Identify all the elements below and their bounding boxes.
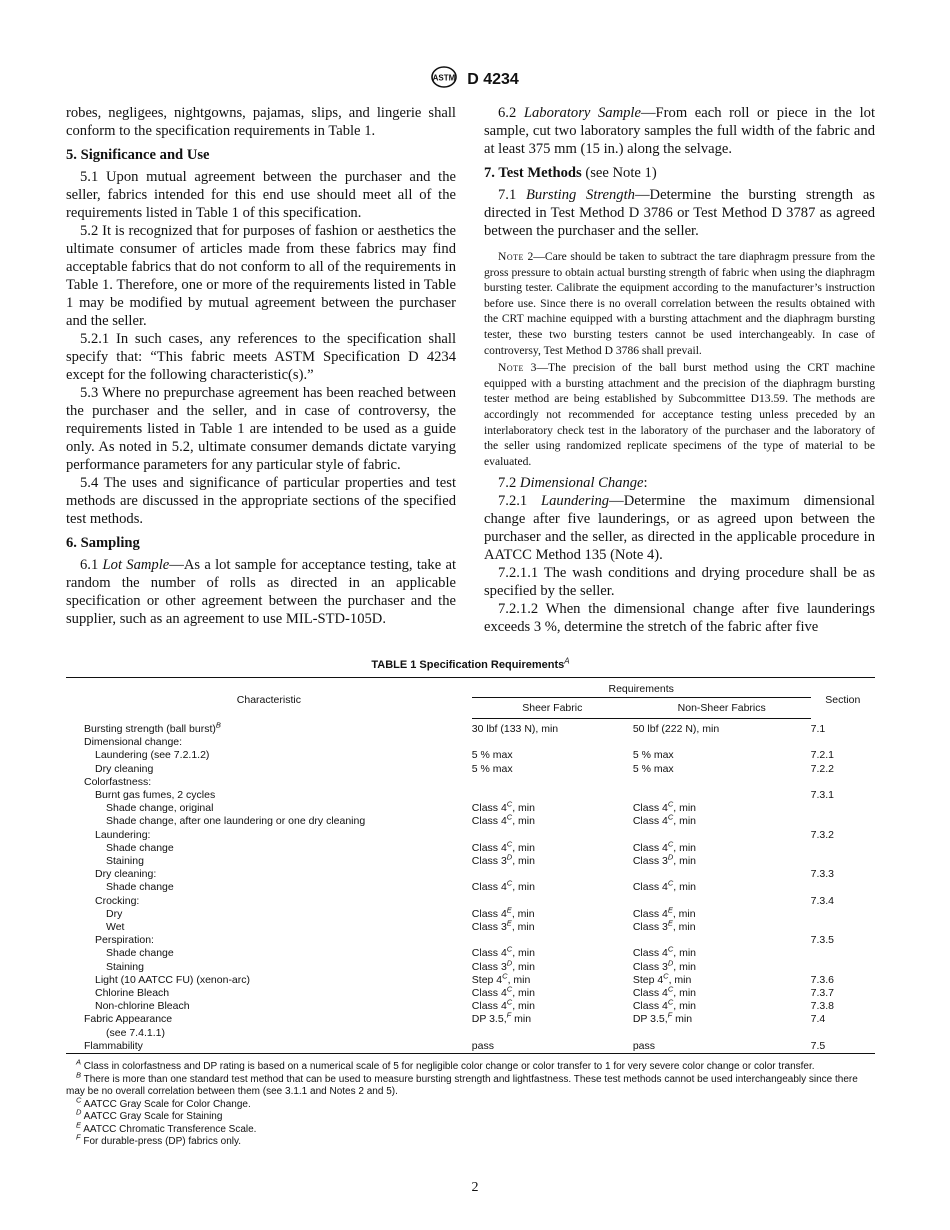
- table-row: [66, 987, 875, 1000]
- page-header: [0, 66, 950, 93]
- cell-characteristic: Staining: [106, 960, 144, 973]
- section-7-heading: 7. Test Methods (see Note 1): [484, 165, 657, 181]
- cell-sheer: [472, 829, 633, 842]
- table-row: [66, 895, 875, 908]
- cell-sheer: [472, 868, 633, 881]
- cell-nonsheer: [633, 1027, 811, 1040]
- cell-characteristic: Colorfastness:: [84, 775, 152, 788]
- cell-characteristic: Non-chlorine Bleach: [95, 1000, 190, 1013]
- note-3: Note 3—The precision of the ball burst method using the CRT machine equipped with a bursting attachment and the precision of the diaphragm bursting tester method are being established by Subcommittee D13.59. The methods are accordingly not recommended for acceptance testing unless preceded by an interlaboratory check test in the laboratory of the purchaser and the laboratory of the seller using randomized replicate specimens of the type of material to be evaluated.: [484, 361, 875, 468]
- cell-nonsheer: Class $3^D$, min: [632, 852, 697, 868]
- cell-nonsheer: Class $4^E$, min: [632, 905, 696, 920]
- para-5-2-1: 5.2.1 In such cases, any references to the specification shall specify that: “This fabric meets ASTM Specification D 4234 except for the following characteristic(s).”: [66, 331, 456, 383]
- cell-section: [811, 1027, 875, 1040]
- cell-characteristic: Shade change, original: [106, 802, 214, 815]
- cell-sheer: [472, 736, 633, 749]
- cell-characteristic: Crocking:: [95, 894, 140, 907]
- cell-sheer: Class $4^C$, min: [471, 799, 535, 815]
- cell-sheer: DP 3.5,$^F$ min: [471, 1010, 532, 1026]
- cell-nonsheer: 50 lbf (222 N), min: [632, 723, 720, 735]
- cell-nonsheer: 5 % max: [632, 749, 674, 762]
- cell-section: [811, 815, 875, 828]
- table-body: [66, 719, 875, 1054]
- table-row: [66, 1040, 875, 1054]
- cell-section: 7.1: [810, 722, 826, 735]
- table-row: [66, 855, 875, 868]
- astm-logo-icon: [431, 66, 457, 93]
- cell-sheer: Class $4^C$, min: [471, 812, 535, 828]
- col-requirements: Requirements: [472, 678, 811, 698]
- cell-nonsheer: [633, 789, 811, 802]
- col-characteristic: Characteristic: [236, 693, 301, 706]
- footnote: $^C$ AATCC Gray Scale for Color Change.: [76, 1095, 251, 1110]
- cell-nonsheer: Class $4^C$, min: [632, 997, 697, 1013]
- para-5-1: 5.1 Upon mutual agreement between the purchaser and the seller, fabrics intended for this end use should meet all of the requirements listed in Table 1 of this specification.: [66, 169, 456, 221]
- cell-sheer: pass: [471, 1039, 494, 1052]
- table-row: [66, 763, 875, 776]
- cell-section: 7.3.7: [810, 987, 834, 1000]
- table-row: [66, 1027, 875, 1040]
- cell-nonsheer: 5 % max: [632, 762, 674, 775]
- cell-characteristic: Laundering (see 7.2.1.2): [95, 749, 210, 762]
- table-row: [66, 802, 875, 815]
- cell-sheer: Class $4^C$, min: [471, 878, 535, 894]
- cell-section: [811, 776, 875, 789]
- para-7-2: 7.2 Dimensional Change:: [498, 475, 648, 492]
- cell-characteristic: Laundering:: [95, 828, 151, 841]
- cell-sheer: Class $4^E$, min: [471, 905, 535, 920]
- cell-section: 7.4: [810, 1013, 826, 1026]
- cell-characteristic: Shade change: [106, 881, 174, 894]
- cell-sheer: [472, 895, 633, 908]
- cell-characteristic: Shade change, after one laundering or one dry cleaning: [106, 815, 366, 828]
- footnote: $^B$ There is more than one standard test method that can be used to measure bursting strength and lightfastness. These test methods cannot be used interchangeably since there may be no overall correlation between them (see 3.1.1 and Notes 2 and 5).: [66, 1070, 858, 1097]
- table-row: [66, 815, 875, 828]
- cell-sheer: Class $4^C$, min: [471, 984, 535, 1000]
- cell-nonsheer: Class $4^C$, min: [632, 799, 697, 815]
- cell-section: 7.3.8: [810, 1000, 834, 1013]
- cell-nonsheer: [633, 895, 811, 908]
- cell-sheer: Step $4^C$, min: [471, 971, 531, 986]
- para-7-2-1-2: 7.2.1.2 When the dimensional change after five launderings exceeds 3 %, determine the stretch of the fabric after five: [484, 601, 875, 636]
- para-5-4: 5.4 The uses and significance of particular properties and test methods are discussed in the appropriate sections of the specified test methods.: [66, 475, 456, 527]
- cell-characteristic: Dry cleaning:: [95, 868, 157, 881]
- cell-sheer: 30 lbf (133 N), min: [471, 723, 559, 735]
- footnote: $^A$ Class in colorfastness and DP rating is based on a numerical scale of 5 for negligible color change or color transfer to 1 for very severe color change or color transfer.: [76, 1057, 815, 1072]
- table-row: [66, 789, 875, 802]
- table-row: [66, 868, 875, 881]
- cell-characteristic: Staining: [106, 855, 144, 868]
- para-7-2-1-1: 7.2.1.1 The wash conditions and drying procedure shall be as specified by the seller.: [484, 565, 875, 600]
- table-title: TABLE 1 Specification Requirements$^A$: [371, 656, 570, 671]
- col-section: Section: [825, 693, 861, 706]
- cell-characteristic: Fabric Appearance: [84, 1013, 173, 1026]
- cell-sheer: Class $4^C$, min: [471, 944, 535, 960]
- table-row: [66, 947, 875, 960]
- cell-characteristic: Dimensional change:: [84, 736, 183, 749]
- table-row: [66, 1013, 875, 1026]
- cell-sheer: 5 % max: [471, 749, 513, 762]
- cell-sheer: [472, 776, 633, 789]
- cell-characteristic: Perspiration:: [95, 934, 154, 947]
- cell-section: 7.3.2: [810, 828, 834, 841]
- cell-characteristic: Bursting strength (ball burst)$^B$: [84, 720, 221, 735]
- cell-section: [811, 842, 875, 855]
- cell-nonsheer: [633, 934, 811, 947]
- table-row: [66, 719, 875, 737]
- para-5-2: 5.2 It is recognized that for purposes of fashion or aesthetics the ultimate consumer of articles made from these fabrics may find acceptable fabrics that do not conform to all of the requirements in Table 1. Therefore, one or more of the requirements listed in Table 1 may be modified by mutual agreement between the purchaser and the seller.: [66, 223, 456, 329]
- cell-characteristic: Burnt gas fumes, 2 cycles: [95, 789, 216, 802]
- cell-section: 7.2.2: [810, 762, 834, 775]
- cell-section: 7.3.1: [810, 789, 834, 802]
- cell-section: 7.3.3: [810, 868, 834, 881]
- table-row: [66, 974, 875, 987]
- table-row: [66, 829, 875, 842]
- para-6-2: 6.2 Laboratory Sample—From each roll or piece in the lot sample, cut two laboratory samples the full width of the fabric and at least 375 mm (15 in.) along the selvage.: [484, 105, 876, 157]
- cell-section: [811, 947, 875, 960]
- col-sheer: Sheer Fabric: [472, 698, 633, 719]
- table-row: [66, 842, 875, 855]
- cell-nonsheer: Class $4^C$, min: [632, 812, 697, 828]
- cell-section: [811, 921, 875, 934]
- cell-nonsheer: Class $4^C$, min: [632, 839, 697, 854]
- cell-sheer: [472, 934, 633, 947]
- cell-nonsheer: Class $4^C$, min: [632, 878, 697, 894]
- cell-nonsheer: Class $4^C$, min: [632, 944, 697, 960]
- cell-section: [811, 736, 875, 749]
- cell-sheer: [472, 789, 633, 802]
- cell-characteristic: Dry: [106, 907, 123, 920]
- right-column: [484, 104, 875, 636]
- section-6-heading: 6. Sampling: [66, 535, 140, 551]
- cell-nonsheer: Class $3^D$, min: [632, 958, 697, 973]
- table-row: [66, 934, 875, 947]
- cell-characteristic: Shade change: [106, 841, 174, 854]
- cell-section: [811, 881, 875, 894]
- table-row: [66, 749, 875, 762]
- note-2: Note 2—Care should be taken to subtract the tare diaphragm pressure from the gross pressure to obtain actual bursting strength of fabric when using the diaphragm bursting tester. Calibrate the equipment according to the manufacturer’s instruction before use. Since there is no overall correlation between the results obtained with the CRT machine equipped with a bursting attachment and the diaphragm bursting tester, these two bursting testers cannot be used interchangeably. In case of controversy, Test Method D 3786 shall prevail.: [484, 250, 875, 357]
- cell-section: [811, 961, 875, 974]
- table-row: [66, 776, 875, 789]
- cell-nonsheer: [633, 829, 811, 842]
- table-row: [66, 908, 875, 921]
- cell-section: 7.3.6: [810, 973, 834, 986]
- cell-nonsheer: Class $3^E$, min: [632, 918, 696, 934]
- cell-section: [811, 855, 875, 868]
- footnote: $^D$ AATCC Gray Scale for Staining: [76, 1107, 223, 1122]
- cell-nonsheer: pass: [632, 1039, 655, 1052]
- cell-characteristic: (see 7.4.1.1): [106, 1026, 165, 1039]
- designation: D 4234: [467, 70, 519, 88]
- specification-table: [66, 656, 875, 1054]
- cell-characteristic: Chlorine Bleach: [95, 987, 170, 1000]
- cell-sheer: Class $4^C$, min: [471, 839, 535, 854]
- para-6-1: 6.1 Lot Sample—As a lot sample for acceptance testing, take at random the number of rolls as directed in an applicable specification or other agreement between the purchaser and the supplier, such as an agreement to use MIL-STD-105D.: [66, 557, 456, 627]
- section-5-heading: 5. Significance and Use: [66, 147, 210, 163]
- cell-section: 7.2.1: [810, 749, 834, 762]
- col-nonsheer: Non-Sheer Fabrics: [633, 698, 811, 719]
- cell-sheer: 5 % max: [471, 762, 513, 775]
- page-number: 2: [471, 1180, 479, 1195]
- cell-nonsheer: [633, 868, 811, 881]
- svg-text:ASTM: ASTM: [432, 73, 456, 83]
- cell-nonsheer: DP 3.5,$^F$ min: [632, 1010, 693, 1026]
- intro-paragraph: robes, negligees, nightgowns, pajamas, slips, and lingerie shall conform to the specification requirements in Table 1.: [66, 105, 456, 139]
- cell-sheer: Class $3^E$, min: [471, 918, 535, 934]
- cell-nonsheer: [633, 776, 811, 789]
- cell-characteristic: Wet: [106, 921, 125, 934]
- cell-nonsheer: Class $4^C$, min: [632, 984, 697, 1000]
- cell-sheer: Class $3^D$, min: [471, 958, 535, 973]
- para-5-3: 5.3 Where no prepurchase agreement has been reached between the purchaser and the seller, and in case of controversy, the requirements listed in Table 1 are intended to be used as a guide only. As noted in 5.2, ultimate consumer demands dictate varying performance parameters for any particular style of fabric.: [66, 385, 456, 473]
- cell-nonsheer: [633, 736, 811, 749]
- table-footnotes: [66, 1057, 875, 1149]
- left-column: [66, 104, 456, 628]
- cell-sheer: Class $3^D$, min: [471, 852, 535, 868]
- cell-section: [811, 908, 875, 921]
- table-row: [66, 736, 875, 749]
- table-row: [66, 1000, 875, 1013]
- cell-section: 7.3.4: [810, 894, 834, 907]
- cell-characteristic: Flammability: [84, 1039, 143, 1052]
- para-7-1: 7.1 Bursting Strength—Determine the bursting strength as directed in Test Method D 3786 or Test Method D 3787 as agreed between the purchaser and the seller.: [484, 187, 875, 239]
- cell-section: [811, 802, 875, 815]
- cell-sheer: Class $4^C$, min: [471, 997, 535, 1013]
- table-row: [66, 961, 875, 974]
- cell-characteristic: Dry cleaning: [95, 762, 154, 775]
- table-row: [66, 881, 875, 894]
- cell-nonsheer: Step $4^C$, min: [632, 971, 692, 986]
- para-7-2-1: 7.2.1 Laundering—Determine the maximum dimensional change after five launderings, or as agreed upon between the purchaser and the seller, as directed in the applicable procedure in AATCC Method 135 (Note 4).: [484, 493, 875, 564]
- footnote: $^E$ AATCC Chromatic Transference Scale.: [76, 1120, 257, 1135]
- cell-section: 7.5: [810, 1039, 826, 1052]
- cell-characteristic: Shade change: [106, 947, 174, 960]
- table-row: [66, 921, 875, 934]
- cell-sheer: [472, 1027, 633, 1040]
- cell-section: 7.3.5: [810, 934, 834, 947]
- cell-characteristic: Light (10 AATCC FU) (xenon-arc): [95, 973, 251, 986]
- footnote: $^F$ For durable-press (DP) fabrics only.: [76, 1132, 242, 1147]
